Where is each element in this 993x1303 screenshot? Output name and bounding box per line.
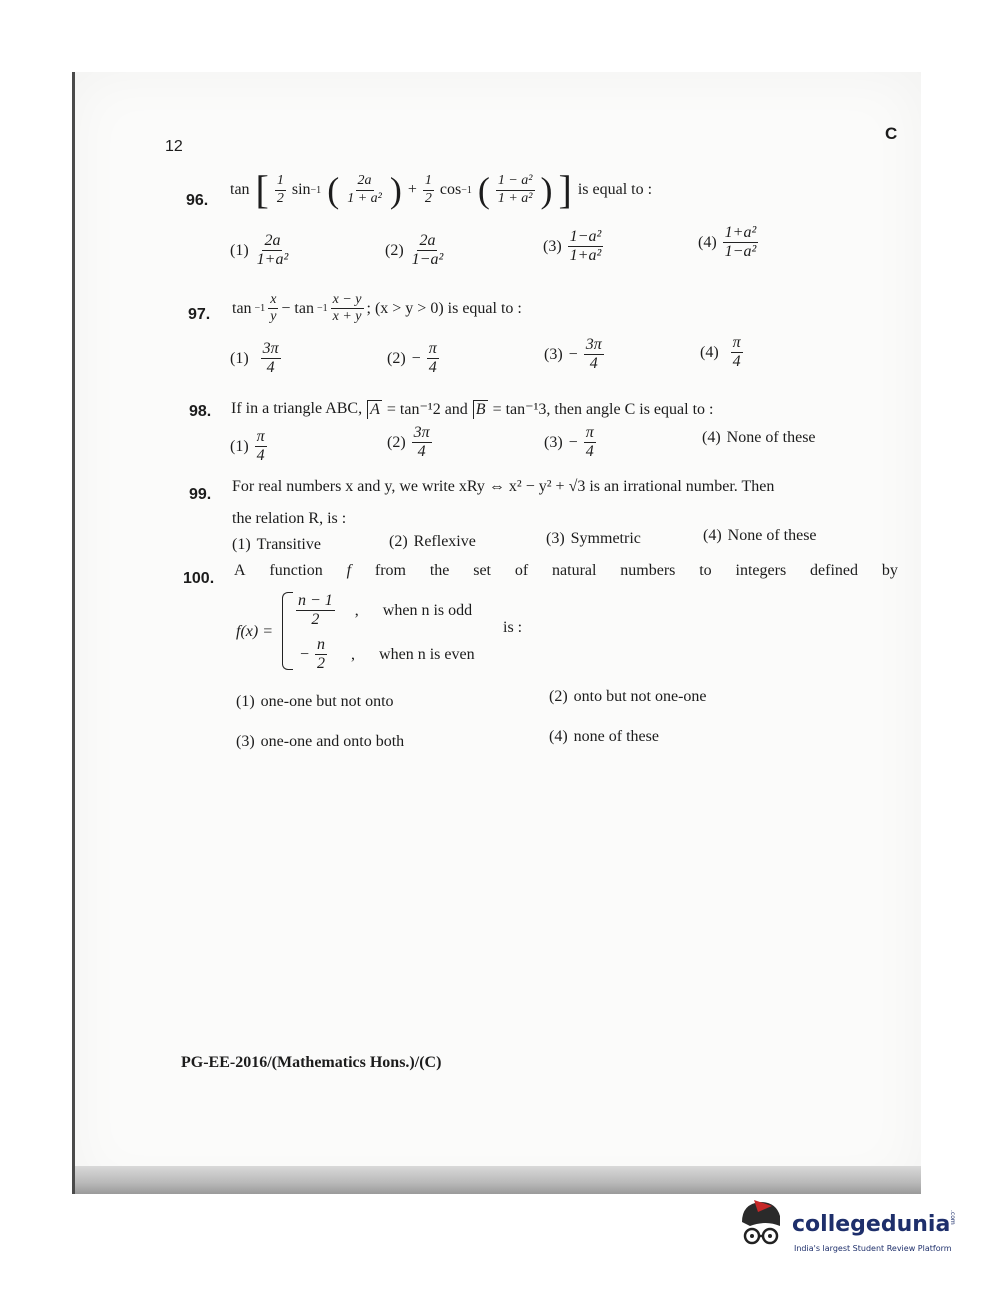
scanned-page [72, 72, 921, 1194]
option-99-1: (1) Transitive [232, 536, 321, 553]
question-number-98: 98. [189, 403, 212, 420]
option-98-3: (3) − $\frac{\pi}{4}$ [544, 424, 594, 461]
piecewise-fx: f(x) = [236, 623, 273, 640]
logo-suffix: .com [949, 1210, 956, 1225]
option-99-3: (3) Symmetric [546, 530, 641, 547]
question-99-line2: the relation R, is : [232, 510, 347, 527]
option-98-4: (4) None of these [702, 429, 816, 446]
option-98-1: (1) $\frac{\pi}{4}$ [230, 428, 265, 465]
question-97-text: ; (x > y > 0) is equal to : [366, 299, 522, 317]
page-edge-bottom [75, 1166, 921, 1194]
option-100-4: (4) none of these [549, 728, 659, 745]
question-100-line1: A function f from the set of natural numbers to integers defined by [234, 562, 898, 579]
option-96-2: (2) $\frac{2a}{\text{1−a²}}$ [385, 232, 444, 269]
angle-a: A [367, 400, 382, 419]
option-97-1: (1) $\frac{3\pi}{4}$ [230, 340, 279, 377]
question-96-text: is equal to : [577, 181, 653, 198]
collegedunia-logo [736, 1196, 956, 1260]
option-97-3: (3) − $\frac{3\pi}{4}$ [544, 336, 602, 373]
option-100-3: (3) one-one and onto both [236, 733, 405, 750]
paper-footer-code: PG-EE-2016/(Mathematics Hons.)/(C) [181, 1054, 442, 1071]
question-99-line1: For real numbers x and y, we write xRy ⇔ x² − y² + √3 is an irrational number. Then [232, 478, 775, 495]
set-code: C [885, 124, 898, 143]
option-98-2: (2) $\frac{3\pi}{4}$ [387, 424, 430, 461]
question-97-expression: tan −1 $\frac{x}{y}$ − tan −1 $\frac{x - y}{x + y}$ ; (x > y > 0) is equal to : [232, 292, 522, 325]
question-number-96: 96. [186, 192, 209, 209]
option-97-4: (4) $\frac{\pi}{4}$ [700, 334, 741, 371]
option-96-4: (4) $\frac{\text{1+a²}}{\text{1−a²}}$ [698, 224, 757, 261]
question-100-is: is : [503, 619, 523, 636]
question-number-100: 100. [183, 570, 215, 587]
option-96-3: (3) $\frac{\text{1−a²}}{\text{1+a²}}$ [543, 228, 602, 265]
question-number-97: 97. [188, 306, 211, 323]
logo-mascot-icon [736, 1196, 788, 1256]
option-96-1: (1) $\frac{2a}{\text{1+a²}}$ [230, 232, 289, 269]
question-98-text: If in a triangle ABC, A = tan⁻¹2 and B = tan⁻¹3, then angle C is equal to : [231, 400, 714, 418]
piecewise-case-even: − $\frac{n}{2}$ , when n is even [300, 636, 475, 673]
angle-b: B [473, 400, 488, 419]
option-99-4: (4) None of these [703, 527, 817, 544]
question-number-99: 99. [189, 486, 212, 503]
option-99-2: (2) Reflexive [389, 533, 476, 550]
logo-name: collegedunia [792, 1212, 951, 1237]
logo-tagline: India's largest Student Review Platform [794, 1244, 952, 1253]
option-100-2: (2) onto but not one-one [549, 688, 707, 705]
piecewise-case-odd: $\frac{n - 1}{2}$ , when n is odd [298, 592, 473, 629]
page-number: 12 [165, 138, 183, 155]
piecewise-brace [282, 592, 293, 670]
option-100-1: (1) one-one but not onto [236, 693, 394, 710]
option-97-2: (2) − $\frac{\pi}{4}$ [387, 340, 437, 377]
page-edge-left [72, 72, 75, 1194]
question-96-expression: tan [ $\frac{1}{2}$ sin −1 ( $\frac{2a}{\text{1 + a²}}$ ) + $\frac{1}{2}$ cos −1 ( $\frac{\text{1 − a²}}{\text{1 + a²}}$ ) ] is equal to : [230, 167, 653, 212]
